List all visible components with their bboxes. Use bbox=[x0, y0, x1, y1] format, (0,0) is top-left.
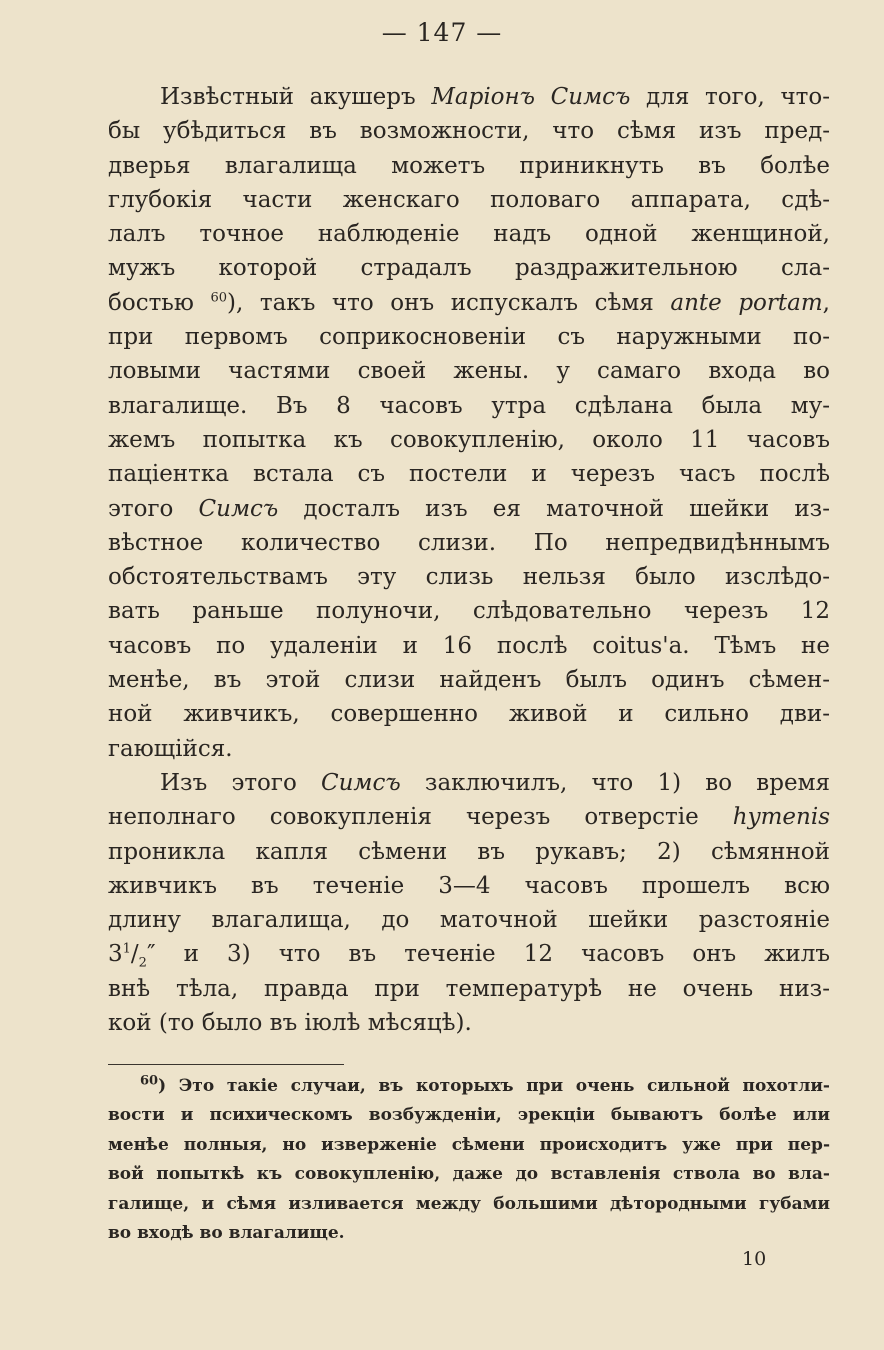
text-segment: вать раньше полуночи, слѣдовательно черезъ 12 bbox=[108, 598, 830, 625]
text-segment: / bbox=[130, 941, 139, 968]
text-segment: жемъ попытка къ совокупленію, около 11 часовъ bbox=[108, 426, 830, 453]
text-segment: паціентка встала съ постели и черезъ часъ послѣ bbox=[108, 461, 830, 488]
text-segment: 1 bbox=[122, 941, 131, 957]
text-line bbox=[108, 594, 830, 628]
page-number: — 147 — bbox=[381, 18, 503, 47]
paragraph-2 bbox=[108, 766, 830, 1040]
text-line bbox=[108, 629, 830, 663]
text-segment: ной живчикъ, совершенно живой и сильно дви- bbox=[108, 701, 830, 728]
text-line bbox=[108, 766, 830, 800]
text-segment: вѣстное количество слизи. По непредвидѣннымъ bbox=[108, 529, 830, 556]
text-segment: Симсъ bbox=[321, 769, 401, 796]
text-segment: заключилъ, что 1) во время bbox=[400, 769, 830, 796]
text-segment: Изъ этого bbox=[160, 769, 322, 796]
text-segment: неполнаго совокупленія черезъ отверстіе bbox=[108, 804, 733, 831]
text-line bbox=[108, 1006, 830, 1040]
text-segment: мужъ которой страдалъ раздражительною сла- bbox=[108, 255, 830, 282]
text-segment: ante portam bbox=[670, 289, 823, 316]
text-segment: Маріонъ Симсъ bbox=[431, 84, 631, 110]
text-segment: часовъ по удаленіи и 16 послѣ coitus'a. Тѣмъ не bbox=[108, 632, 830, 659]
text-segment: менѣе, въ этой слизи найденъ былъ одинъ сѣмен- bbox=[108, 667, 830, 694]
text-line bbox=[108, 697, 830, 731]
text-line bbox=[108, 903, 830, 937]
text-segment: для того, что- bbox=[630, 84, 831, 110]
text-segment: вой попыткѣ къ совокупленію, даже до вставленія ствола во вла- bbox=[108, 1164, 830, 1185]
text-segment: 3 bbox=[108, 941, 123, 968]
text-segment: бы убѣдиться въ возможности, что сѣмя изъ пред- bbox=[108, 118, 830, 145]
text-line bbox=[108, 835, 830, 869]
footnote bbox=[108, 1072, 830, 1248]
text-segment: лалъ точное наблюденіе надъ одной женщиной, bbox=[108, 221, 830, 248]
text-segment: живчикъ въ теченіе 3—4 часовъ прошелъ всю bbox=[108, 872, 830, 899]
text-line bbox=[108, 149, 830, 183]
text-segment: , bbox=[822, 289, 830, 316]
text-line bbox=[108, 457, 830, 491]
text-line bbox=[108, 492, 830, 526]
text-line bbox=[108, 80, 830, 114]
text-segment: галище, и сѣмя изливается между большими дѣтородными губами bbox=[108, 1193, 830, 1214]
text-segment: ″ и 3) что въ теченіе 12 часовъ онъ жилъ bbox=[146, 941, 830, 968]
text-line bbox=[108, 800, 830, 834]
text-line bbox=[108, 286, 830, 320]
text-line bbox=[108, 354, 830, 388]
text-line bbox=[108, 732, 830, 766]
text-segment: при первомъ соприкосновеніи съ наружными по- bbox=[108, 324, 830, 351]
text-line bbox=[108, 183, 830, 217]
text-segment: обстоятельствамъ эту слизь нельзя было изслѣдо- bbox=[108, 564, 830, 591]
text-line bbox=[108, 389, 830, 423]
signature-mark: 10 bbox=[742, 1248, 767, 1270]
text-line bbox=[108, 1160, 830, 1189]
text-line bbox=[108, 1190, 830, 1219]
text-segment: вости и психическомъ возбужденіи, эрекціи бываютъ болѣе или bbox=[108, 1105, 830, 1126]
text-line bbox=[108, 1131, 830, 1160]
text-segment: Извѣстный акушеръ bbox=[160, 84, 432, 110]
text-segment: влагалище. Въ 8 часовъ утра сдѣлана была му- bbox=[108, 392, 830, 419]
text-line bbox=[108, 320, 830, 354]
text-line bbox=[108, 972, 830, 1006]
text-segment: 60 bbox=[210, 290, 227, 306]
text-line bbox=[108, 1072, 830, 1101]
text-line bbox=[108, 1101, 830, 1130]
text-segment: hymenis bbox=[732, 804, 830, 831]
text-line bbox=[108, 423, 830, 457]
footnote-divider bbox=[108, 1064, 344, 1065]
text-segment: этого bbox=[108, 495, 199, 522]
text-segment: внѣ тѣла, правда при температурѣ не очень низ- bbox=[108, 975, 830, 1002]
text-segment: глубокія части женскаго половаго аппарата, сдѣ- bbox=[108, 186, 830, 213]
text-line bbox=[108, 1219, 830, 1248]
main-text bbox=[108, 80, 830, 1040]
paragraph-1 bbox=[108, 80, 830, 766]
text-line bbox=[108, 114, 830, 148]
text-segment: проникла капля сѣмени въ рукавъ; 2) сѣмянной bbox=[108, 838, 830, 865]
text-segment: гающійся. bbox=[108, 735, 233, 762]
text-segment: Симсъ bbox=[198, 495, 279, 522]
text-segment: 2 bbox=[138, 956, 147, 972]
text-line bbox=[108, 251, 830, 285]
text-segment: ) Это такіе случаи, въ которыхъ при очень сильной похотли- bbox=[158, 1076, 830, 1096]
text-segment: дверья влагалища можетъ приникнуть въ болѣе bbox=[108, 152, 830, 179]
text-segment: менѣе полныя, но изверженіе сѣмени происходитъ уже при пер- bbox=[108, 1134, 830, 1155]
text-segment: досталъ изъ ея маточной шейки из- bbox=[278, 495, 830, 522]
text-line bbox=[108, 663, 830, 697]
text-line bbox=[108, 526, 830, 560]
text-segment: 60 bbox=[140, 1073, 159, 1089]
text-line bbox=[108, 560, 830, 594]
text-segment: бостью bbox=[108, 289, 211, 316]
text-line bbox=[108, 937, 830, 971]
text-segment: ловыми частями своей жены. у самаго входа во bbox=[108, 358, 830, 385]
text-line bbox=[108, 869, 830, 903]
text-segment: ), такъ что онъ испускалъ сѣмя bbox=[227, 289, 671, 316]
text-segment: кой (то было въ іюлѣ мѣсяцѣ). bbox=[108, 1010, 472, 1037]
text-line bbox=[108, 217, 830, 251]
text-segment: во входѣ во влагалище. bbox=[108, 1222, 345, 1243]
text-segment: длину влагалища, до маточной шейки разстояніе bbox=[108, 907, 830, 934]
